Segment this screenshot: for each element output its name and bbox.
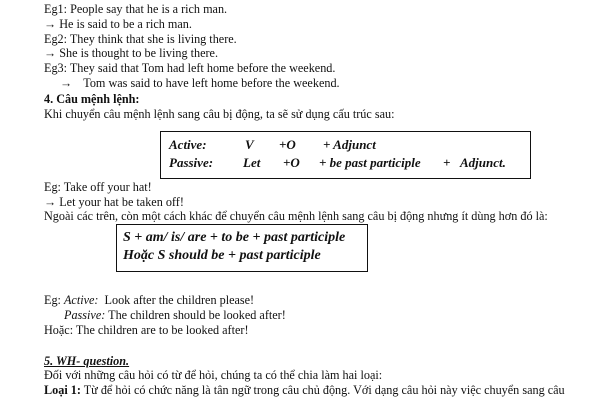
active-verb: V [245,137,254,152]
alternative-structure-box [116,224,368,272]
arrow-icon: → [60,76,73,90]
active-adjunct: + Adjunct [323,137,376,152]
passive-object: +O [283,155,300,170]
active-word: Active: [63,293,99,307]
section-4-heading: 4. Câu mệnh lệnh: [44,92,140,106]
example-1-answer [44,18,192,30]
example-3-answer [60,77,340,89]
section-5-type-1 [44,384,565,396]
passive-be-pp: + be past participle [319,155,421,170]
active-text: Look after the children please! [104,293,255,307]
section-4-example: Eg: Take off your hat! [44,180,152,194]
passive-word: Passive: [64,308,106,322]
answer-text: He is said to be a rich man. [59,17,192,31]
section-5-heading: 5. WH- question. [44,354,130,368]
passive-let: Let [243,155,261,170]
structure-line-2: Hoặc S should be + past participle [123,248,321,263]
passive-plus: + [443,155,451,170]
imperative-structure-box [160,131,531,179]
type-1-label: Loại 1: [44,383,81,397]
example-passive [64,309,286,321]
section-4-intro: Khi chuyển câu mệnh lệnh sang câu bị động, ta sẽ sử dụng cấu trúc sau: [44,107,395,121]
type-1-text: Từ để hỏi có chức năng là tân ngữ trong câu chủ động. Với dạng câu hỏi này việc chuyển sang câu [83,383,565,397]
arrow-icon: → [44,46,57,60]
example-2-answer [44,47,218,59]
eg-prefix: Eg: [44,293,61,307]
passive-text: The children should be looked after! [108,308,286,322]
alternative-intro: Ngoài các trên, còn một cách khác để chuyển câu mệnh lệnh sang câu bị động nhưng ít dùng hơn đó là: [44,209,548,223]
active-object: +O [279,137,296,152]
example-2: Eg2: They think that she is living there. [44,32,237,46]
active-label: Active: [169,137,207,152]
passive-adjunct: Adjunct. [460,155,506,170]
arrow-icon: → [44,195,57,209]
arrow-icon: → [44,17,57,31]
passive-label: Passive: [169,155,214,170]
example-3: Eg3: They said that Tom had left home before the weekend. [44,61,336,75]
structure-line-1: S + am/ is/ are + to be + past participle [123,230,346,245]
section-4-example-answer [44,196,184,208]
section-5-intro: Đối với những câu hỏi có từ để hỏi, chúng ta có thể chia làm hai loại: [44,368,383,382]
answer-text: Let your hat be taken off! [59,195,184,209]
answer-text: Tom was said to have left home before the weekend. [83,76,340,90]
example-active [44,294,254,306]
example-alternative: Hoặc: The children are to be looked after! [44,323,249,337]
example-1: Eg1: People say that he is a rich man. [44,2,228,16]
answer-text: She is thought to be living there. [59,46,218,60]
